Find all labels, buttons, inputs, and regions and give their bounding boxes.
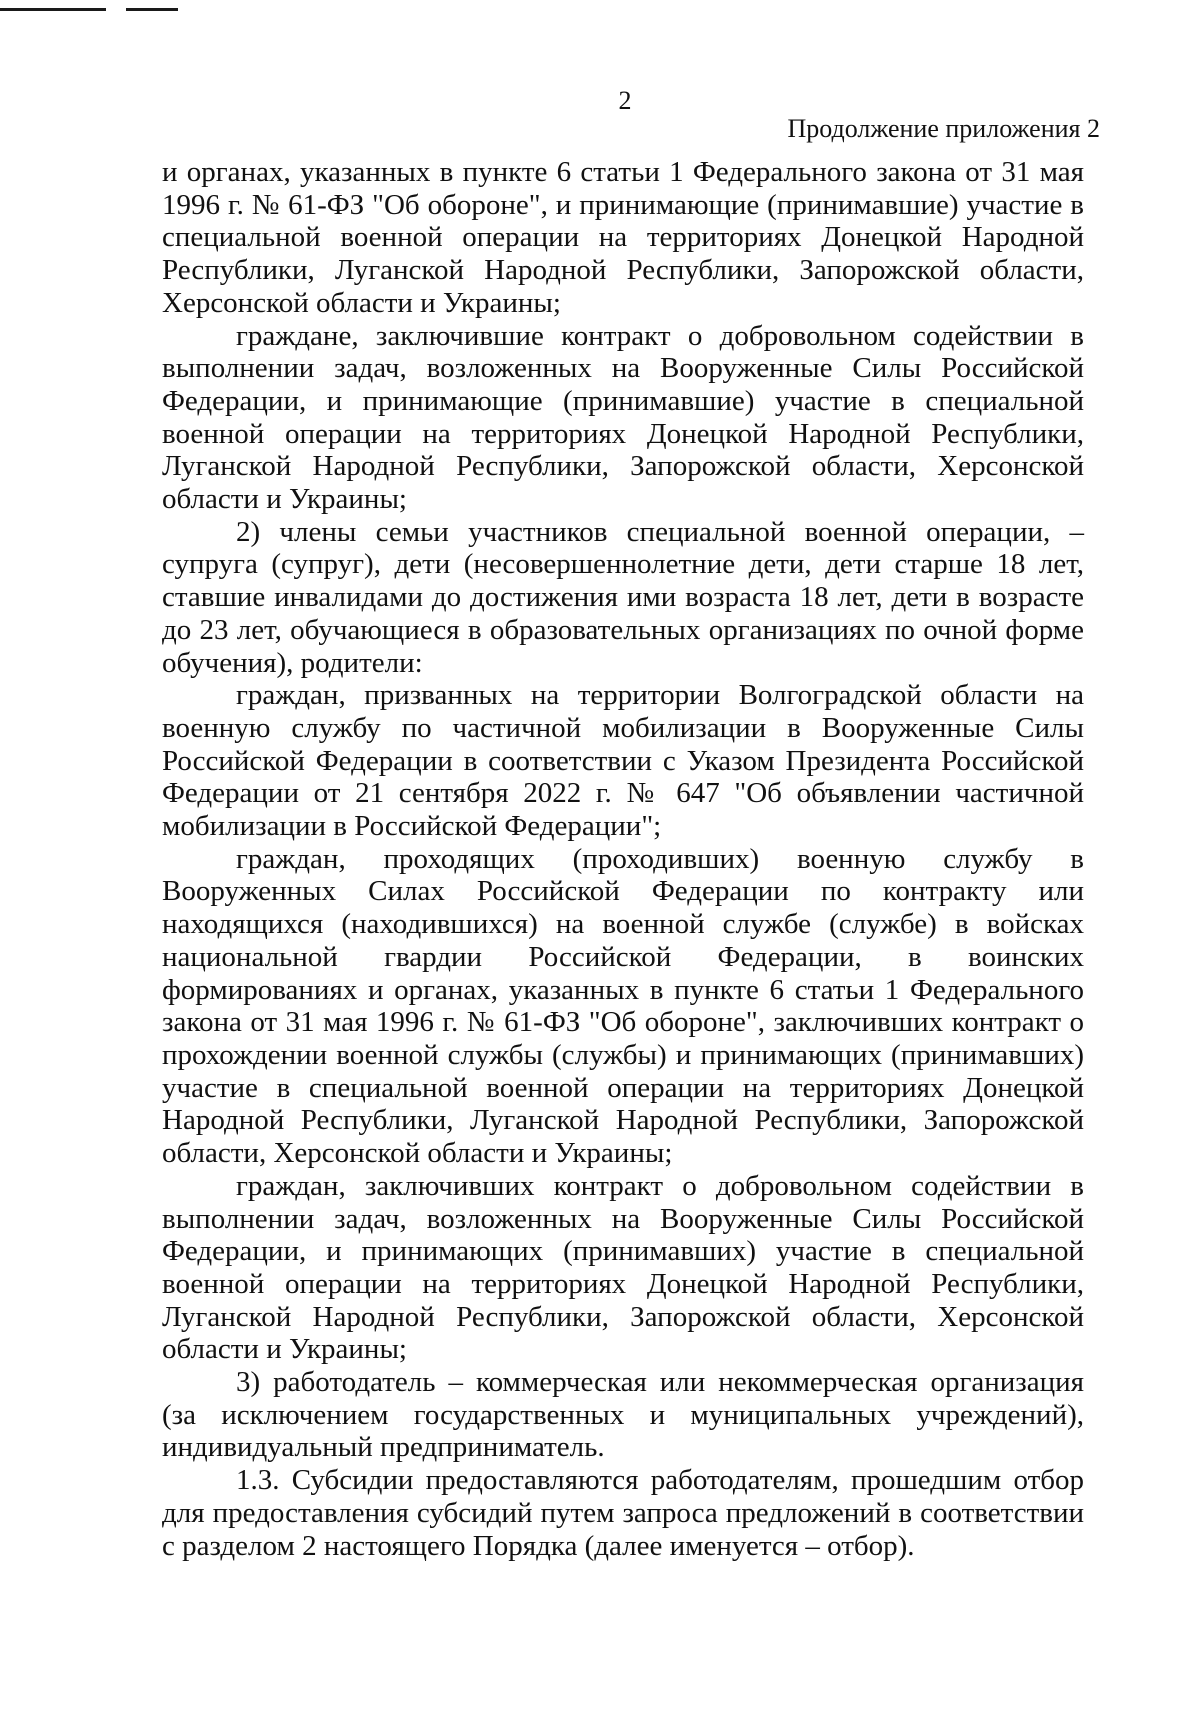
paragraph-employer-definition: 3) работодатель – коммерческая или некоммерческая организация (за исключением государственных и муниципальных учреждений), индивидуальный предприниматель. <box>162 1366 1084 1464</box>
paragraph-family-members: 2) члены семьи участников специальной военной операции, – супруга (супруг), дети (несовершеннолетние дети, дети старше 18 лет, ставшие инвалидами до достижения ими возраста 18 лет, дети в возрасте до 23 лет, обучающиеся в образовательных организациях по очной форме обучения), родители: <box>162 515 1084 679</box>
scan-corner-mark-left <box>0 8 106 11</box>
paragraph-volunteer-contract: граждане, заключившие контракт о добровольном содействии в выполнении задач, возложенных на Вооруженные Силы Российской Федерации, и принимающие (принимавшие) участие в специальной военной операции на территориях Донецкой Народной Республики, Луганской Народной Республики, Запорожской области, Херсонской области и Украины; <box>162 319 1084 516</box>
paragraph-mobilized-citizens: граждан, призванных на территории Волгоградской области на военную службу по частичной мобилизации в Вооруженные Силы Российской Федерации в соответствии с Указом Президента Российской Федерации от 21 сентября 2022 г. № 647 "Об объявлении частичной мобилизации в Российской Федерации"; <box>162 679 1084 843</box>
paragraph-contract-servicemen: граждан, проходящих (проходивших) военную службу в Вооруженных Силах Российской Федерации по контракту или находящихся (находившихся) на военной службе (службе) в войсках национальной гвардии Российской Федерации, в воинских формированиях и органах, указанных в пункте 6 статьи 1 Федерального закона от 31 мая 1996 г. № 61-ФЗ "Об обороне", заключивших контракт о прохождении военной службы (службы) и принимающих (принимавших) участие в специальной военной операции на территориях Донецкой Народной Республики, Луганской Народной Республики, Запорожской области, Херсонской области и Украины; <box>162 842 1084 1170</box>
paragraph-section-1-3: 1.3. Субсидии предоставляются работодателям, прошедшим отбор для предоставления субсидий путем запроса предложений в соответствии с разделом 2 настоящего Порядка (далее именуется – отбор). <box>162 1464 1084 1562</box>
document-body <box>162 156 1084 1562</box>
scan-corner-mark-right <box>126 8 178 11</box>
page-number: 2 <box>618 86 632 115</box>
continuation-header: Продолжение приложения 2 <box>787 114 1100 143</box>
paragraph-continuation: и органах, указанных в пункте 6 статьи 1 Федерального закона от 31 мая 1996 г. № 61-ФЗ "Об обороне", и принимающие (принимавшие) участие в специальной военной операции на территориях Донецкой Народной Республики, Луганской Народной Республики, Запорожской области, Херсонской области и Украины; <box>162 156 1084 319</box>
paragraph-volunteer-contract-family: граждан, заключивших контракт о добровольном содействии в выполнении задач, возложенных на Вооруженные Силы Российской Федерации, и принимающих (принимавших) участие в специальной военной операции на территориях Донецкой Народной Республики, Луганской Народной Республики, Запорожской области, Херсонской области и Украины; <box>162 1169 1084 1366</box>
